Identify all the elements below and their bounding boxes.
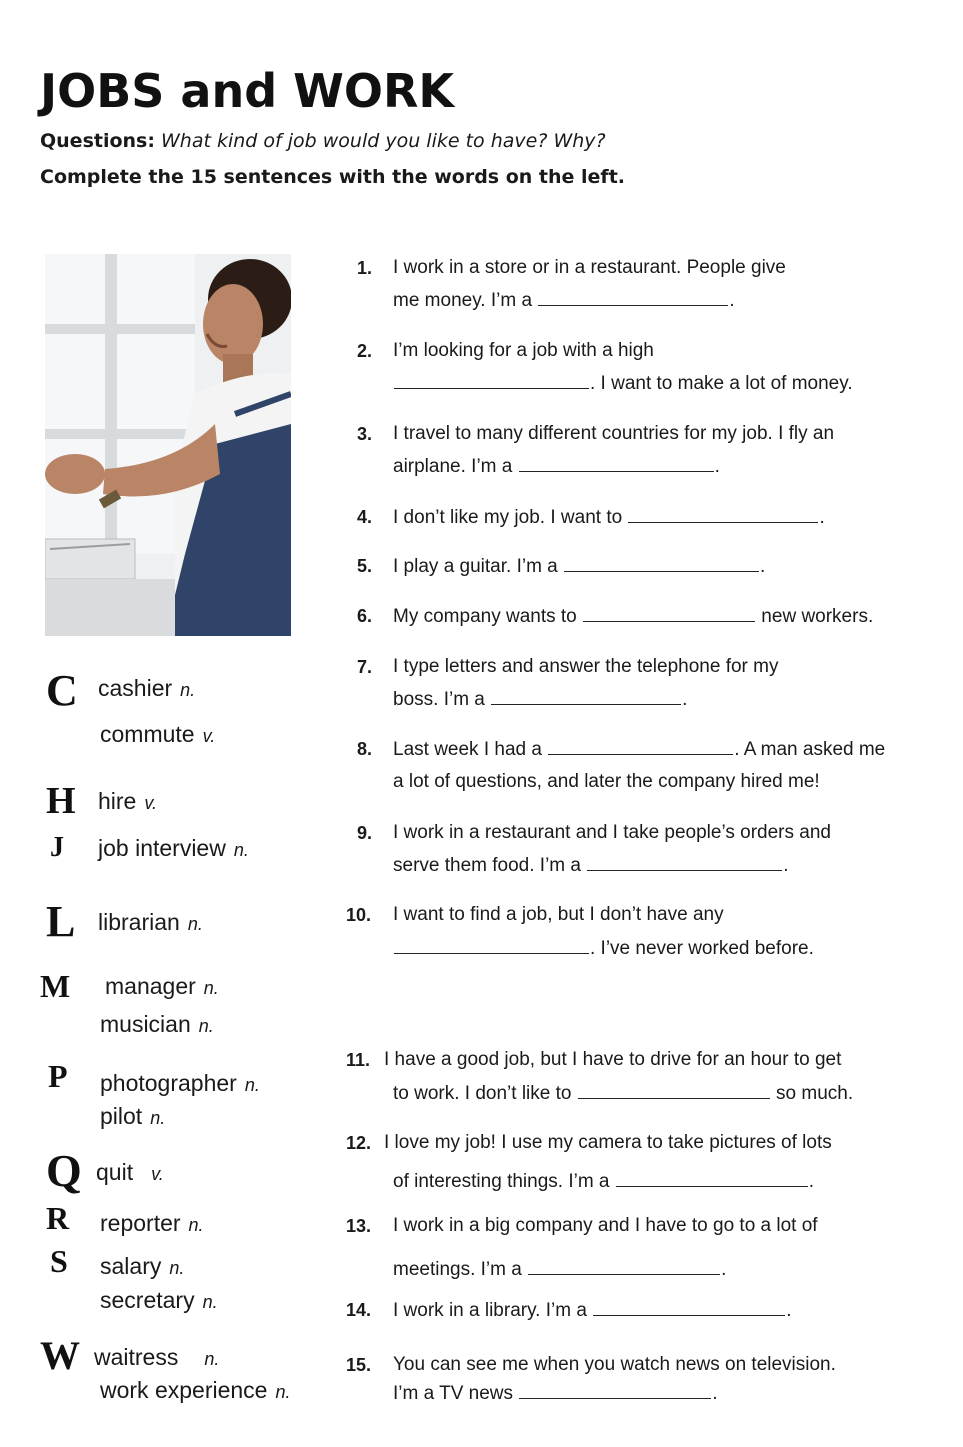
sentence-text: new workers. [756,606,874,627]
sentence-line [393,904,724,926]
index-letter: H [46,780,76,822]
answer-blank[interactable] [583,605,755,622]
cashier-illustration [45,254,291,636]
word-text: salary [100,1253,162,1279]
sentence-line [393,937,814,960]
word-bank-item [105,973,219,1000]
sentence-number: 6. [357,606,373,626]
word-text: reporter [100,1210,181,1236]
part-of-speech: v. [202,726,216,746]
word-text: photographer [100,1070,237,1096]
answer-blank[interactable] [491,688,681,705]
sentence-text: serve them food. I’m a [393,855,587,876]
sentence-number: 14. [346,1300,372,1320]
word-bank-item [100,1210,204,1237]
sentence-text: boss. I’m a [393,689,491,710]
index-letter: S [50,1243,68,1279]
sentence-text: I travel to many different countries for my job. I fly an [393,423,835,444]
sentence-number: 11. [346,1050,371,1070]
sentence-text: I work in a big company and I have to go to a lot of [393,1215,818,1236]
sentence-text: . [682,689,688,710]
sentence-text: Last week I had a [393,739,548,760]
sentence-text: . [819,507,825,528]
part-of-speech: n. [202,1292,218,1312]
index-letter: R [46,1200,70,1236]
part-of-speech: n. [187,914,203,934]
sentence-line [393,688,687,711]
answer-blank[interactable] [519,1382,711,1399]
sentence-text: . I want to make a lot of money. [590,373,853,394]
part-of-speech: v. [144,793,158,813]
sentence-text: I work in a library. I’m a [393,1300,593,1321]
part-of-speech: n. [244,1075,260,1095]
sentence-number: 5. [357,556,373,576]
sentence-line [393,506,825,529]
sentence-text: I love my job! I use my camera to take pictures of lots [384,1132,832,1153]
sentence-line [393,1082,853,1105]
sentence-line [393,822,831,844]
index-letter: C [46,666,78,715]
word-text: pilot [100,1103,143,1129]
word-text: cashier [98,675,173,701]
instruction-text: Complete the 15 sentences with the words on the left. [40,166,626,188]
word-bank-item [98,835,249,862]
sentence-line [393,854,789,877]
answer-blank[interactable] [394,372,589,389]
sentence-text: . [729,290,735,311]
word-text: waitress [94,1344,179,1370]
sentence-text: I don’t like my job. I want to [393,507,628,528]
sentence-line [393,1382,718,1405]
index-letter: Q [46,1145,82,1196]
sentence-text: . [786,1300,792,1321]
word-text: manager [105,973,196,999]
answer-blank[interactable] [564,555,759,572]
sentence-number: 4. [357,507,373,527]
word-text: quit [96,1159,134,1185]
sentence-text: . [721,1259,727,1280]
sentence-line [393,605,873,628]
sentence-text: airplane. I’m a [393,456,518,477]
sentence-line [393,738,885,761]
sentence-text: I want to find a job, but I don’t have any [393,904,724,925]
sentence-number: 12. [346,1133,372,1153]
sentence-text: . [714,456,720,477]
sentence-line [384,1132,832,1154]
part-of-speech: n. [203,978,219,998]
answer-blank[interactable] [587,854,782,871]
cashier-photo [45,254,291,636]
answer-blank[interactable] [593,1299,785,1316]
word-bank-item [98,788,157,815]
sentence-text: I work in a restaurant and I take people’s orders and [393,822,831,843]
sentence-line [384,1049,841,1071]
word-text: secretary [100,1287,195,1313]
sentence-number: 1. [357,258,373,278]
index-letter: P [48,1058,68,1094]
sentence-text: a lot of questions, and later the company hired me! [393,771,820,792]
part-of-speech: n. [198,1016,214,1036]
sentence-text: of interesting things. I’m a [393,1171,615,1192]
word-bank-item [100,1011,214,1038]
sentence-line [393,340,654,362]
word-bank-item [100,721,215,748]
answer-blank[interactable] [394,937,589,954]
word-text: work experience [100,1377,268,1403]
part-of-speech: v. [151,1164,164,1184]
index-letter: L [46,897,76,946]
word-text: job interview [98,835,226,861]
sentence-text: . A man asked me [734,739,886,760]
sentence-number: 9. [357,823,373,843]
questions-text: What kind of job would you like to have? Why? [161,130,606,152]
sentence-text: to work. I don’t like to [393,1083,577,1104]
sentence-text: . [712,1383,718,1404]
sentence-text: I play a guitar. I’m a [393,556,564,577]
sentence-number: 3. [357,424,373,444]
sentence-text: meetings. I’m a [393,1259,528,1280]
sentence-number: 7. [357,657,373,677]
index-letter: M [40,968,71,1004]
sentence-line [393,372,853,395]
answer-blank[interactable] [538,289,728,306]
word-text: commute [100,721,195,747]
part-of-speech: n. [150,1108,166,1128]
answer-blank[interactable] [616,1170,808,1187]
word-bank-item [100,1103,165,1130]
answer-blank[interactable] [548,738,733,755]
sentence-line [393,555,765,578]
questions-label: Questions: [40,130,155,152]
sentence-line [393,1354,836,1376]
sentence-text: I have a good job, but I have to drive for an hour to get [384,1049,842,1070]
sentence-number: 10. [346,905,372,925]
sentence-text: . [783,855,789,876]
sentence-text: . [808,1171,815,1192]
sentence-line [393,1215,818,1237]
sentence-text: I work in a store or in a restaurant. People give [393,257,786,278]
word-bank-item [94,1344,219,1371]
word-bank-item [100,1377,290,1404]
index-letter: W [40,1333,80,1378]
sentence-line [393,771,820,793]
sentence-text: My company wants to [393,606,583,627]
word-bank-item [100,1253,184,1280]
part-of-speech: n. [275,1382,291,1402]
part-of-speech: n. [169,1258,185,1278]
answer-blank[interactable] [578,1082,770,1099]
sentence-line [393,289,735,312]
word-bank-item [96,1159,164,1186]
sentence-text: so much. [770,1083,854,1104]
discussion-question [40,130,606,152]
sentence-line [393,423,834,445]
part-of-speech: n. [233,840,249,860]
sentence-line [393,1258,726,1281]
page-title: JOBS and WORK [40,64,455,118]
word-text: librarian [98,909,180,935]
sentence-text: I type letters and answer the telephone for my [393,656,779,677]
sentence-line [393,656,779,678]
part-of-speech: n. [180,680,196,700]
word-text: musician [100,1011,191,1037]
sentence-text: I’m a TV news [393,1383,519,1404]
part-of-speech: n. [188,1215,204,1235]
word-text: hire [98,788,137,814]
word-bank-item [98,675,195,702]
word-bank-item [100,1287,218,1314]
sentence-text: . [760,556,766,577]
sentence-line [393,1299,791,1322]
sentence-text: me money. I’m a [393,290,538,311]
sentence-line [393,257,786,279]
sentence-line [393,455,720,478]
index-letter: J [50,832,64,863]
sentence-number: 15. [346,1355,372,1375]
answer-blank[interactable] [519,455,714,472]
sentence-text: You can see me when you watch news on television. [393,1354,836,1375]
word-bank-item [98,909,203,936]
sentence-number: 2. [357,341,373,361]
sentence-line [393,1170,814,1193]
part-of-speech: n. [204,1349,220,1369]
sentence-text: . I’ve never worked before. [590,938,814,959]
answer-blank[interactable] [528,1258,720,1275]
sentence-number: 8. [357,739,373,759]
sentence-text: I’m looking for a job with a high [393,340,654,361]
sentence-number: 13. [346,1216,372,1236]
answer-blank[interactable] [628,506,818,523]
word-bank-item [100,1070,260,1097]
